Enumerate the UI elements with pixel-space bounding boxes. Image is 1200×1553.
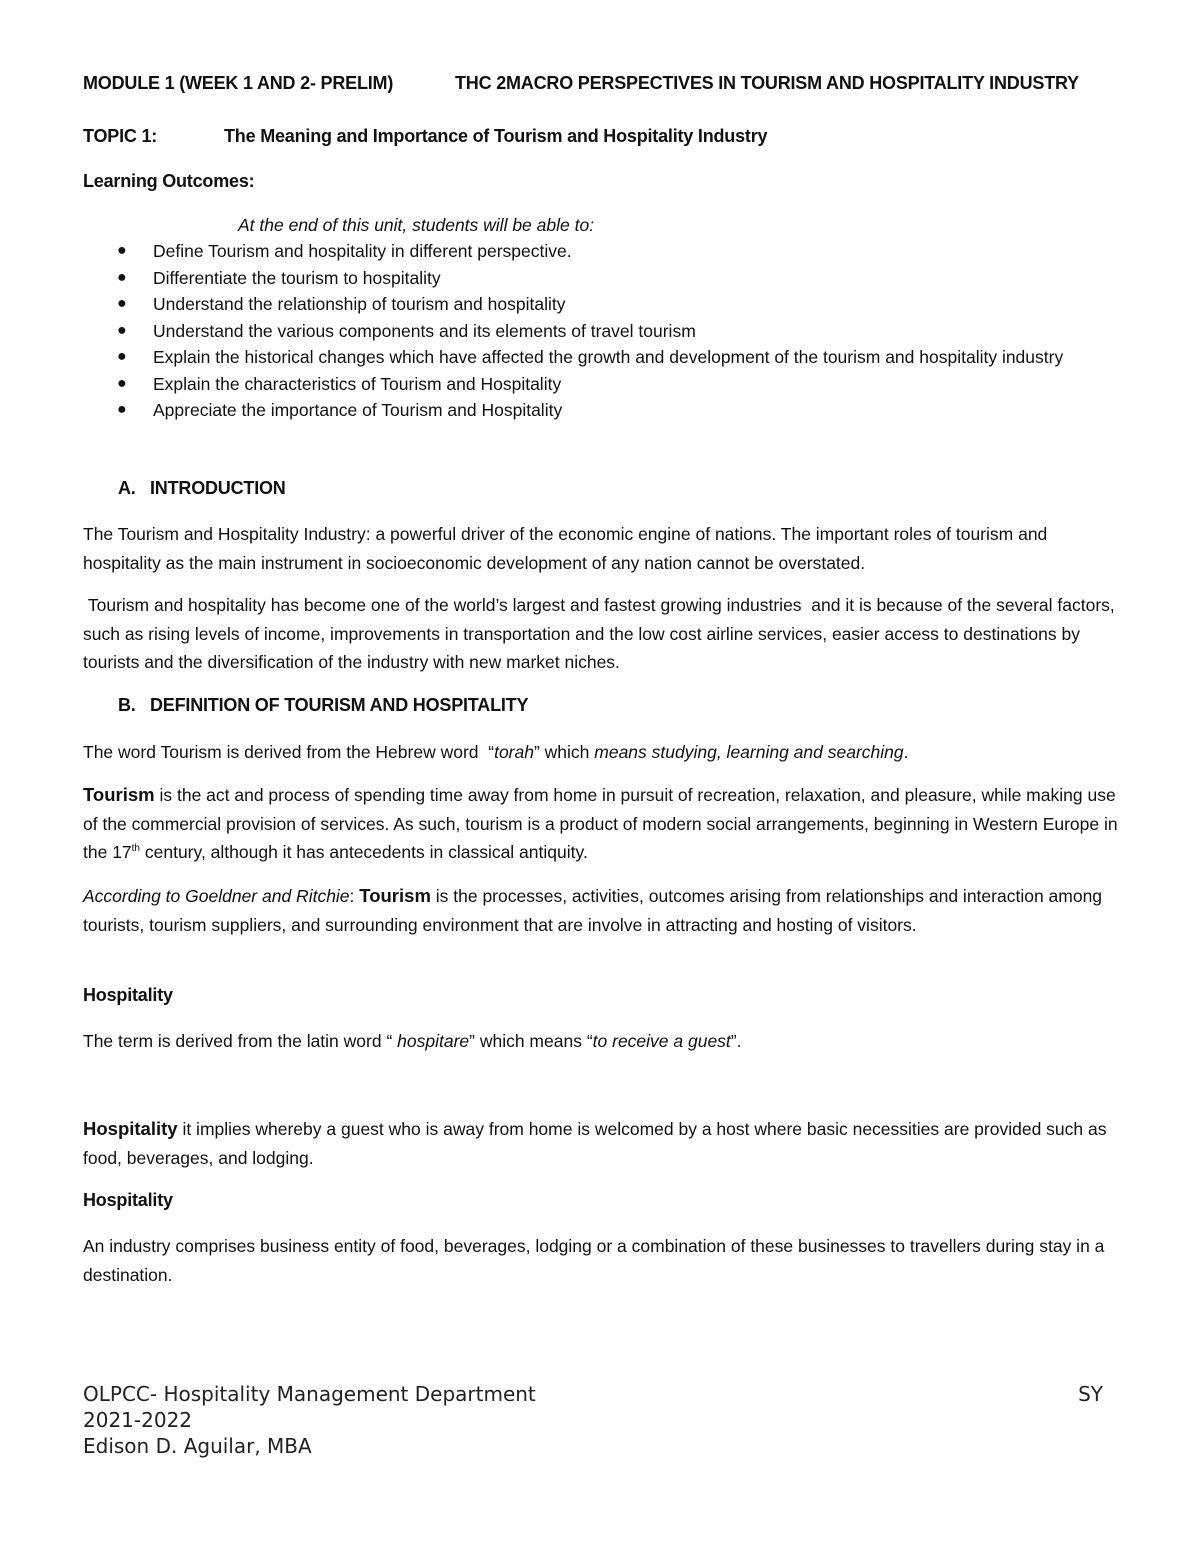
footer-department: OLPCC- Hospitality Management Department [83, 1382, 536, 1406]
list-item: ● Understand the various components and its elements of travel tourism [83, 318, 1083, 345]
goeldner-definition: According to Goeldner and Ritchie: Tourism is the processes, activities, outcomes arising from relationships and interaction among tourists, tourism suppliers, and surrounding environment that are involve in attracting and hosting of visitors. [83, 885, 1107, 935]
list-item: ● Differentiate the tourism to hospitality [83, 265, 1083, 292]
list-item: ● Explain the historical changes which have affected the growth and development of the tourism and hospitality industry [83, 344, 1083, 371]
hospitality-implication: Hospitality it implies whereby a guest who is away from home is welcomed by a host where basic necessities are provided such as food, beverages, and lodging. [83, 1118, 1107, 1168]
list-item: ● Understand the relationship of tourism and hospitality [83, 291, 1083, 318]
section-b-heading: B. DEFINITION OF TOURISM AND HOSPITALITY [118, 695, 529, 715]
bullet-icon: ● [117, 401, 127, 418]
hospitality-etymology: The term is derived from the latin word “ hospitare” which means “to receive a guest”. [83, 1031, 742, 1051]
course-title: THC 2MACRO PERSPECTIVES IN TOURISM AND HOSPITALITY INDUSTRY [455, 73, 1079, 93]
tourism-etymology: The word Tourism is derived from the Hebrew word “torah” which means studying, learning and searching. [83, 742, 909, 762]
bullet-icon: ● [117, 374, 127, 392]
learning-outcomes-intro: At the end of this unit, students will be able to: [238, 215, 595, 235]
section-a-heading: A. INTRODUCTION [118, 478, 286, 498]
list-item: ● Define Tourism and hospitality in different perspective. [83, 238, 1083, 265]
footer-author: Edison D. Aguilar, MBA [83, 1434, 312, 1458]
bullet-icon: ● [117, 295, 127, 312]
bullet-icon: ● [117, 321, 127, 339]
tourism-definition: Tourism is the act and process of spending time away from home in pursuit of recreation, relaxation, and pleasure, while making use of the commercial provision of services. As such, tourism is a product of modern social arrangements, beginning in Western Europe in the 17th century, although it has antecedents in classical antiquity. [83, 784, 1118, 862]
page-footer [83, 1381, 1103, 1459]
learning-outcomes-list [83, 238, 1083, 424]
hospitality-heading-2: Hospitality [83, 1190, 173, 1210]
list-item: ● Explain the characteristics of Tourism and Hospitality [83, 371, 1083, 398]
bullet-icon: ● [117, 242, 127, 259]
topic-title: The Meaning and Importance of Tourism and Hospitality Industry [224, 126, 768, 146]
list-item: ● Appreciate the importance of Tourism and Hospitality [83, 397, 1083, 424]
hospitality-industry-definition: An industry comprises business entity of food, beverages, lodging or a combination of these businesses to travellers during stay in a destination. [83, 1236, 1105, 1285]
learning-outcomes-heading: Learning Outcomes: [83, 171, 255, 191]
footer-sy-label: SY [1078, 1382, 1103, 1406]
intro-paragraph-2: Tourism and hospitality has become one of the world’s largest and fastest growing industries and it is because of the several factors, such as rising levels of income, improvements in transportation and the low cost airline services, easier access to destinations by tourists and the diversification of the industry with new market niches. [83, 595, 1120, 672]
hospitality-heading-1: Hospitality [83, 985, 173, 1005]
intro-paragraph-1: The Tourism and Hospitality Industry: a powerful driver of the economic engine of nations. The important roles of tourism and hospitality as the main instrument in socioeconomic development of any nation cannot be overstated. [83, 524, 1048, 573]
bullet-icon: ● [117, 268, 127, 286]
bullet-icon: ● [117, 348, 127, 365]
module-label: MODULE 1 (WEEK 1 AND 2- PRELIM) [83, 73, 394, 93]
topic-label: TOPIC 1: [83, 126, 158, 146]
footer-school-year: 2021-2022 [83, 1408, 193, 1432]
